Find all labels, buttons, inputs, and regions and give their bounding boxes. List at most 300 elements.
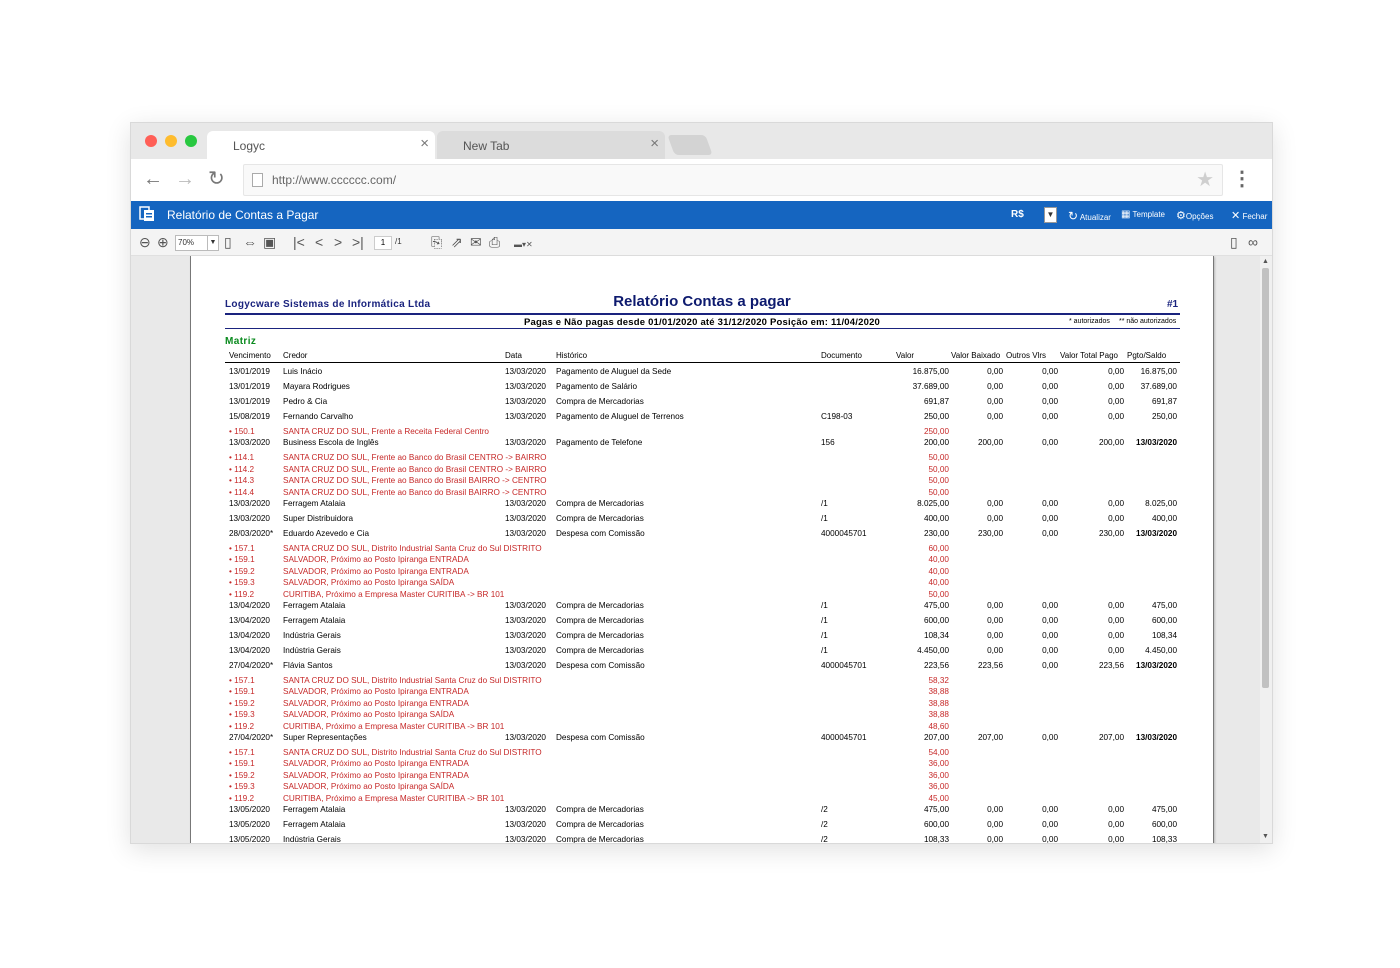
- cell-valor-total-pago: 0,00: [1108, 367, 1124, 376]
- rateio-description: CURITIBA, Próximo a Empresa Master CURITIBA -> BR 101: [283, 721, 505, 731]
- cell-credor: Flávia Santos: [283, 661, 333, 670]
- fit-page-icon[interactable]: ▣: [263, 234, 277, 250]
- rateio-description: SALVADOR, Próximo ao Posto Ipiranga ENTRADA: [283, 555, 469, 565]
- rateio-row: [191, 567, 1213, 579]
- cell-vencimento: 13/04/2020: [229, 646, 270, 655]
- zoom-value: 70%: [178, 238, 195, 247]
- cell-credor: Fernando Carvalho: [283, 412, 354, 421]
- rateio-description: SANTA CRUZ DO SUL, Distrito Industrial Santa Cruz do Sul DISTRITO: [283, 748, 542, 757]
- glasses-icon[interactable]: ∞: [1248, 234, 1258, 250]
- cell-credor: Business Escola de Inglês: [283, 438, 379, 448]
- rateio-code: • 157.1: [229, 748, 255, 757]
- cell-documento: /1: [821, 499, 828, 508]
- rateio-description: SALVADOR, Próximo ao Posto Ipiranga ENTRADA: [283, 566, 469, 576]
- cell-documento: /2: [821, 835, 828, 844]
- cell-valor-total-pago: 0,00: [1108, 382, 1124, 391]
- rateio-value: 50,00: [928, 487, 949, 497]
- cell-pgto-saldo: 400,00: [1151, 514, 1177, 523]
- legend-authorized: * autorizados: [1069, 318, 1110, 325]
- rateio-description: SANTA CRUZ DO SUL, Frente a Receita Federal Centro: [283, 427, 489, 436]
- minimize-window-icon[interactable]: [165, 135, 177, 147]
- table-row: [191, 397, 1213, 409]
- rateio-value: 45,00: [928, 793, 949, 803]
- cell-outros-vlrs: 0,00: [1042, 616, 1058, 625]
- next-page-icon[interactable]: >: [334, 234, 343, 250]
- columns-divider: [225, 362, 1180, 363]
- cell-documento: /1: [821, 616, 828, 625]
- cell-vencimento: 13/04/2020: [229, 601, 270, 610]
- cell-valor-baixado: 207,00: [977, 733, 1003, 742]
- cell-valor: 108,34: [923, 631, 949, 640]
- cell-pgto-saldo: 13/03/2020: [1136, 529, 1177, 538]
- close-window-icon[interactable]: [145, 135, 157, 147]
- table-row: [191, 412, 1213, 424]
- tab-logyc[interactable]: [207, 131, 435, 159]
- cell-credor: Ferragem Atalaia: [283, 805, 346, 814]
- refresh-label: Atualizar: [1079, 213, 1111, 222]
- cell-valor-total-pago: 0,00: [1108, 835, 1124, 844]
- cell-vencimento: 13/03/2020: [229, 514, 270, 523]
- cell-valor: 37.689,00: [912, 382, 949, 391]
- rateio-code: • 119.2: [229, 721, 255, 731]
- table-row: [191, 661, 1213, 673]
- rateio-description: SALVADOR, Próximo ao Posto Ipiranga ENTRADA: [283, 687, 469, 697]
- maximize-window-icon[interactable]: [185, 135, 197, 147]
- cell-data: 13/03/2020: [505, 661, 546, 670]
- close-icon: ✕: [1231, 210, 1241, 222]
- rateio-value: 58,32: [928, 676, 949, 685]
- cell-outros-vlrs: 0,00: [1042, 661, 1058, 670]
- more-menu-icon[interactable]: ⋮: [1232, 168, 1252, 190]
- cell-valor-total-pago: 0,00: [1108, 514, 1124, 523]
- cell-pgto-saldo: 475,00: [1151, 601, 1177, 610]
- table-row: [191, 631, 1213, 643]
- cell-historico: Compra de Mercadorias: [556, 601, 644, 610]
- cell-pgto-saldo: 250,00: [1151, 412, 1177, 421]
- rateio-code: • 157.1: [229, 676, 255, 685]
- cell-vencimento: 27/04/2020*: [229, 733, 274, 742]
- cell-documento: 4000045701: [821, 529, 867, 538]
- vertical-scrollbar[interactable]: [1260, 256, 1272, 843]
- rateio-row: [191, 544, 1213, 556]
- cell-documento: /2: [821, 820, 828, 829]
- rateio-code: • 159.1: [229, 687, 255, 697]
- cell-data: 13/03/2020: [505, 397, 546, 406]
- cell-data: 13/03/2020: [505, 367, 546, 376]
- col-pgto-saldo: Pgto/Saldo: [1127, 351, 1167, 360]
- rateio-value: 48,60: [928, 721, 949, 731]
- cell-vencimento: 28/03/2020*: [229, 529, 274, 538]
- cell-valor: 230,00: [923, 529, 949, 538]
- rateio-value: 60,00: [928, 544, 949, 553]
- cell-pgto-saldo: 600,00: [1151, 820, 1177, 829]
- copy-icon[interactable]: ⎘: [431, 234, 443, 250]
- rateio-row: [191, 676, 1213, 688]
- cell-outros-vlrs: 0,00: [1042, 367, 1058, 376]
- cell-valor-baixado: 0,00: [987, 820, 1003, 829]
- cell-historico: Pagamento de Aluguel de Terrenos: [556, 412, 684, 421]
- cell-valor: 475,00: [923, 805, 949, 814]
- cell-valor-baixado: 223,56: [977, 661, 1003, 670]
- col-credor: Credor: [283, 351, 308, 360]
- cell-pgto-saldo: 13/03/2020: [1136, 438, 1177, 448]
- cell-valor-baixado: 0,00: [987, 514, 1003, 523]
- bookmark-star-icon[interactable]: ★: [1196, 169, 1214, 191]
- cell-pgto-saldo: 108,34: [1151, 631, 1177, 640]
- cell-data: 13/03/2020: [505, 805, 546, 814]
- cell-historico: Compra de Mercadorias: [556, 646, 644, 655]
- rateio-row: [191, 427, 1213, 439]
- rateio-row: [191, 699, 1213, 711]
- first-page-icon[interactable]: |<: [293, 234, 305, 250]
- table-row: [191, 499, 1213, 511]
- cell-valor-baixado: 0,00: [987, 835, 1003, 844]
- rateio-value: 40,00: [928, 578, 949, 588]
- rateio-code: • 114.4: [229, 487, 255, 497]
- cell-data: 13/03/2020: [505, 514, 546, 523]
- cell-valor-total-pago: 0,00: [1108, 646, 1124, 655]
- close-tab-icon[interactable]: ×: [650, 135, 659, 152]
- header-divider: [225, 313, 1180, 315]
- cell-outros-vlrs: 0,00: [1042, 514, 1058, 523]
- cell-vencimento: 13/01/2019: [229, 382, 270, 391]
- print-icon[interactable]: ⎙: [489, 234, 501, 250]
- last-page-icon[interactable]: >|: [352, 234, 364, 250]
- cell-data: 13/03/2020: [505, 631, 546, 640]
- rateio-description: SANTA CRUZ DO SUL, Frente ao Banco do Brasil CENTRO -> BAIRRO: [283, 453, 547, 463]
- rateio-row: [191, 590, 1213, 602]
- gear-icon: ⚙: [1176, 210, 1186, 222]
- cell-historico: Compra de Mercadorias: [556, 820, 644, 829]
- cell-data: 13/03/2020: [505, 616, 546, 625]
- rateio-code: • 119.2: [229, 793, 255, 803]
- back-arrow-icon[interactable]: ←: [143, 168, 163, 190]
- close-tab-icon[interactable]: ×: [420, 135, 429, 152]
- cell-valor: 223,56: [923, 661, 949, 670]
- cell-outros-vlrs: 0,00: [1042, 397, 1058, 406]
- rateio-row: [191, 687, 1213, 699]
- cell-documento: /1: [821, 631, 828, 640]
- cell-outros-vlrs: 0,00: [1042, 631, 1058, 640]
- cell-valor-total-pago: 0,00: [1108, 499, 1124, 508]
- rateio-row: [191, 465, 1213, 477]
- cell-outros-vlrs: 0,00: [1042, 382, 1058, 391]
- cell-historico: Despesa com Comissão: [556, 661, 645, 670]
- rateio-row: [191, 722, 1213, 734]
- rateio-row: [191, 555, 1213, 567]
- page-total: /1: [395, 237, 402, 246]
- cell-valor-baixado: 0,00: [987, 367, 1003, 376]
- rateio-code: • 150.1: [229, 427, 255, 436]
- rateio-description: SALVADOR, Próximo ao Posto Ipiranga SAÍDA: [283, 782, 455, 792]
- cell-outros-vlrs: 0,00: [1042, 733, 1058, 742]
- single-page-icon[interactable]: ▯: [224, 234, 232, 250]
- cell-valor-baixado: 0,00: [987, 646, 1003, 655]
- cell-valor-baixado: 0,00: [987, 412, 1003, 421]
- cell-vencimento: 13/05/2020: [229, 820, 270, 829]
- legend-not-authorized: ** não autorizados: [1119, 318, 1177, 325]
- rateio-value: 50,00: [928, 453, 949, 463]
- scroll-down-icon[interactable]: ▼: [1262, 833, 1269, 840]
- close-button[interactable]: [1231, 209, 1267, 222]
- rateio-description: CURITIBA, Próximo a Empresa Master CURITIBA -> BR 101: [283, 793, 505, 803]
- col-valor-total-pago: Valor Total Pago: [1060, 351, 1118, 360]
- cell-valor-baixado: 230,00: [977, 529, 1003, 538]
- cell-valor: 207,00: [923, 733, 949, 742]
- page-number: #1: [1167, 299, 1179, 310]
- cell-valor-baixado: 0,00: [987, 499, 1003, 508]
- cell-historico: Compra de Mercadorias: [556, 616, 644, 625]
- cell-documento: 156: [821, 438, 835, 448]
- rateio-description: SALVADOR, Próximo ao Posto Ipiranga ENTRADA: [283, 698, 469, 708]
- report-viewer: [131, 256, 1272, 843]
- rateio-code: • 159.3: [229, 578, 255, 588]
- rateio-code: • 157.1: [229, 544, 255, 553]
- cell-valor-total-pago: 0,00: [1108, 601, 1124, 610]
- rateio-row: [191, 488, 1213, 500]
- rateio-value: 50,00: [928, 589, 949, 599]
- address-row: [131, 159, 1272, 202]
- rateio-code: • 159.1: [229, 759, 255, 769]
- table-row: [191, 438, 1213, 450]
- cell-credor: Indústria Gerais: [283, 631, 341, 640]
- browser-window: [130, 122, 1273, 844]
- cell-pgto-saldo: 16.875,00: [1140, 367, 1177, 376]
- page-width-icon[interactable]: ⇔: [243, 234, 257, 250]
- table-row: [191, 733, 1213, 745]
- section-title: Matriz: [225, 336, 257, 347]
- cell-credor: Ferragem Atalaia: [283, 820, 346, 829]
- table-row: [191, 616, 1213, 628]
- cell-documento: 4000045701: [821, 661, 867, 670]
- cell-pgto-saldo: 8.025,00: [1145, 499, 1177, 508]
- cell-outros-vlrs: 0,00: [1042, 805, 1058, 814]
- cell-valor: 600,00: [923, 820, 949, 829]
- currency-value: R$: [1011, 209, 1024, 220]
- rateio-code: • 159.2: [229, 566, 255, 576]
- cell-pgto-saldo: 691,87: [1151, 397, 1177, 406]
- rateio-value: 40,00: [928, 566, 949, 576]
- rateio-value: 40,00: [928, 555, 949, 565]
- table-row: [191, 514, 1213, 526]
- cell-historico: Despesa com Comissão: [556, 529, 645, 538]
- rateio-row: [191, 748, 1213, 760]
- cell-valor-baixado: 0,00: [987, 631, 1003, 640]
- rateio-description: SALVADOR, Próximo ao Posto Ipiranga ENTRADA: [283, 770, 469, 780]
- cell-valor-total-pago: 0,00: [1108, 412, 1124, 421]
- col-historico: Histórico: [556, 351, 588, 360]
- cell-credor: Ferragem Atalaia: [283, 499, 346, 508]
- cell-valor: 600,00: [923, 616, 949, 625]
- rateio-row: [191, 476, 1213, 488]
- cell-pgto-saldo: 4.450,00: [1145, 646, 1177, 655]
- cell-data: 13/03/2020: [505, 733, 546, 742]
- rateio-description: SANTA CRUZ DO SUL, Frente ao Banco do Brasil BAIRRO -> CENTRO: [283, 476, 547, 486]
- rateio-value: 36,00: [928, 770, 949, 780]
- rateio-value: 50,00: [928, 464, 949, 474]
- cell-valor-baixado: 0,00: [987, 382, 1003, 391]
- rateio-code: • 159.2: [229, 698, 255, 708]
- rateio-description: SANTA CRUZ DO SUL, Frente ao Banco do Brasil BAIRRO -> CENTRO: [283, 487, 547, 497]
- cell-documento: 4000045701: [821, 733, 867, 742]
- subtitle-divider: [225, 328, 1180, 329]
- cell-valor-total-pago: 0,00: [1108, 616, 1124, 625]
- options-button[interactable]: [1176, 209, 1213, 222]
- rateio-code: • 114.1: [229, 453, 255, 463]
- cell-vencimento: 27/04/2020*: [229, 661, 274, 670]
- forward-arrow-icon[interactable]: →: [175, 168, 195, 190]
- col-data: Data: [505, 351, 522, 360]
- cell-credor: Indústria Gerais: [283, 835, 341, 844]
- chevron-down-icon: ▼: [207, 236, 218, 250]
- export-icon[interactable]: ⇗: [451, 234, 463, 250]
- cell-valor-total-pago: 0,00: [1108, 805, 1124, 814]
- zoom-in-icon[interactable]: ⊕: [157, 234, 169, 250]
- cell-historico: Pagamento de Aluguel da Sede: [556, 367, 672, 376]
- page-icon: [252, 173, 263, 187]
- tab-new-tab[interactable]: [437, 131, 665, 159]
- cell-outros-vlrs: 0,00: [1042, 412, 1058, 421]
- cell-valor-total-pago: 200,00: [1098, 438, 1124, 448]
- col-valor-baixado: Valor Baixado: [951, 351, 1001, 360]
- cell-valor-total-pago: 223,56: [1098, 661, 1124, 670]
- cell-valor: 400,00: [923, 514, 949, 523]
- cell-outros-vlrs: 0,00: [1042, 835, 1058, 844]
- cell-documento: /2: [821, 805, 828, 814]
- template-icon: ▦: [1121, 209, 1131, 220]
- zoom-select[interactable]: [175, 235, 219, 251]
- rateio-value: 38,88: [928, 687, 949, 697]
- cell-valor-baixado: 0,00: [987, 397, 1003, 406]
- cell-valor: 691,87: [923, 397, 949, 406]
- options-label: Opções: [1185, 212, 1214, 221]
- cell-historico: Despesa com Comissão: [556, 733, 645, 742]
- cell-valor-total-pago: 207,00: [1098, 733, 1124, 742]
- export-format-icon[interactable]: ▬▾✕: [514, 240, 533, 249]
- rateio-value: 38,88: [928, 698, 949, 708]
- cell-credor: Luis Inácio: [283, 367, 323, 376]
- cell-valor-total-pago: 0,00: [1108, 631, 1124, 640]
- app-title: Relatório de Contas a Pagar: [167, 208, 319, 222]
- table-row: [191, 382, 1213, 394]
- cell-data: 13/03/2020: [505, 382, 546, 391]
- cell-credor: Super Distribuidora: [283, 514, 354, 523]
- cell-valor: 8.025,00: [917, 499, 949, 508]
- cell-valor-total-pago: 230,00: [1098, 529, 1124, 538]
- cell-documento: /1: [821, 514, 828, 523]
- cell-valor: 4.450,00: [917, 646, 949, 655]
- scroll-thumb[interactable]: [1262, 268, 1269, 688]
- cell-historico: Compra de Mercadorias: [556, 397, 644, 406]
- cell-vencimento: 13/01/2019: [229, 397, 270, 406]
- cell-pgto-saldo: 108,33: [1151, 835, 1177, 844]
- rateio-value: 250,00: [923, 427, 949, 436]
- cell-valor: 16.875,00: [912, 367, 949, 376]
- table-row: [191, 646, 1213, 658]
- page-view-icon[interactable]: ▯: [1230, 234, 1238, 250]
- cell-documento: C198-03: [821, 412, 853, 421]
- cell-valor-total-pago: 0,00: [1108, 820, 1124, 829]
- cell-credor: Super Representações: [283, 733, 367, 742]
- cell-credor: Ferragem Atalaia: [283, 601, 346, 610]
- refresh-button[interactable]: [1068, 209, 1111, 223]
- col-outros-vlrs: Outros Vlrs: [1006, 351, 1047, 360]
- cell-pgto-saldo: 13/03/2020: [1136, 733, 1177, 742]
- rateio-code: • 114.2: [229, 464, 255, 474]
- cell-data: 13/03/2020: [505, 820, 546, 829]
- cell-documento: /1: [821, 646, 828, 655]
- rateio-description: SALVADOR, Próximo ao Posto Ipiranga ENTRADA: [283, 759, 469, 769]
- report-title: Relatório Contas a pagar: [613, 293, 791, 310]
- cell-valor-baixado: 0,00: [987, 601, 1003, 610]
- cell-data: 13/03/2020: [505, 529, 546, 538]
- col-valor: Valor: [896, 351, 915, 360]
- report-subtitle: Pagas e Não pagas desde 01/01/2020 até 31/12/2020 Posição em: 11/04/2020: [523, 317, 881, 328]
- previous-page-icon[interactable]: <: [315, 234, 324, 250]
- cell-data: 13/03/2020: [505, 601, 546, 610]
- email-icon[interactable]: ✉: [470, 234, 482, 250]
- new-tab-button[interactable]: [667, 135, 712, 155]
- template-button[interactable]: [1121, 209, 1165, 220]
- report-app-icon: [139, 206, 155, 222]
- zoom-out-icon[interactable]: ⊖: [139, 234, 151, 250]
- cell-outros-vlrs: 0,00: [1042, 499, 1058, 508]
- reload-icon[interactable]: ↻: [208, 168, 225, 190]
- cell-credor: Mayara Rodrigues: [283, 382, 350, 391]
- cell-valor: 200,00: [923, 438, 949, 448]
- page-input[interactable]: 1: [374, 236, 392, 250]
- rateio-code: • 159.2: [229, 770, 255, 780]
- chevron-down-icon[interactable]: ▼: [1044, 207, 1057, 223]
- rateio-code: • 119.2: [229, 589, 255, 599]
- cell-historico: Pagamento de Telefone: [556, 438, 643, 448]
- table-row: [191, 805, 1213, 817]
- cell-historico: Compra de Mercadorias: [556, 835, 644, 844]
- cell-valor: 475,00: [923, 601, 949, 610]
- cell-valor-baixado: 0,00: [987, 805, 1003, 814]
- cell-vencimento: 13/01/2019: [229, 367, 270, 376]
- rateio-code: • 159.3: [229, 710, 255, 720]
- rateio-row: [191, 771, 1213, 783]
- tab-label: Logyc: [233, 139, 266, 153]
- rateio-row: [191, 578, 1213, 590]
- rateio-description: SANTA CRUZ DO SUL, Distrito Industrial Santa Cruz do Sul DISTRITO: [283, 544, 542, 553]
- rateio-description: SALVADOR, Próximo ao Posto Ipiranga SAÍDA: [283, 578, 455, 588]
- cell-historico: Compra de Mercadorias: [556, 805, 644, 814]
- cell-valor-baixado: 200,00: [977, 438, 1003, 448]
- cell-historico: Compra de Mercadorias: [556, 631, 644, 640]
- tab-label: New Tab: [463, 139, 510, 153]
- rateio-description: SALVADOR, Próximo ao Posto Ipiranga SAÍDA: [283, 710, 455, 720]
- cell-outros-vlrs: 0,00: [1042, 646, 1058, 655]
- rateio-row: [191, 759, 1213, 771]
- cell-data: 13/03/2020: [505, 835, 546, 844]
- cell-valor-baixado: 0,00: [987, 616, 1003, 625]
- scroll-up-icon[interactable]: ▲: [1262, 258, 1269, 265]
- rateio-description: CURITIBA, Próximo a Empresa Master CURITIBA -> BR 101: [283, 589, 505, 599]
- cell-documento: /1: [821, 601, 828, 610]
- rateio-row: [191, 710, 1213, 722]
- table-row: [191, 367, 1213, 379]
- table-row: [191, 601, 1213, 613]
- rateio-code: • 114.3: [229, 476, 255, 486]
- rateio-description: SANTA CRUZ DO SUL, Frente ao Banco do Brasil CENTRO -> BAIRRO: [283, 464, 547, 474]
- tab-strip: [131, 123, 1272, 159]
- company-name: Logycware Sistemas de Informática Ltda: [225, 299, 431, 310]
- address-bar[interactable]: [243, 164, 1223, 196]
- table-row: [191, 820, 1213, 832]
- cell-credor: Indústria Gerais: [283, 646, 341, 655]
